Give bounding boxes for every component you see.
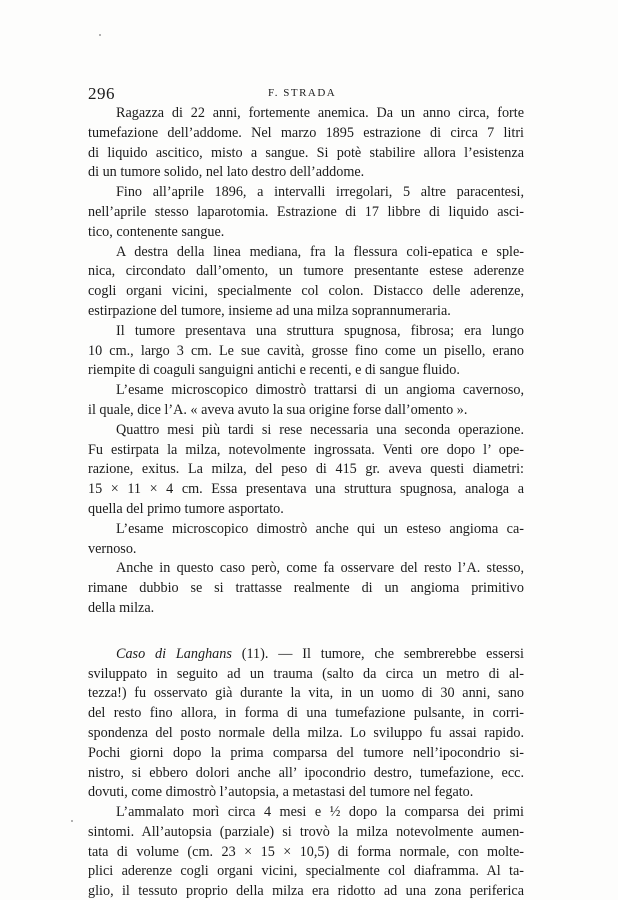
- text-line: tezza!) fu osservato già durante la vita, in un uomo di 30 anni, sano: [88, 685, 524, 702]
- text-line: tumefazione dell’addome. Nel marzo 1895 estrazione di circa 7 litri: [88, 124, 524, 141]
- text-line: plici aderenze cogli organi vicini, specialmente col diaframma. Al ta-: [88, 863, 524, 880]
- paper-speck: [99, 34, 101, 36]
- text-line: Ragazza di 22 anni, fortemente anemica. Da un anno circa, forte: [116, 105, 524, 121]
- paragraph: [88, 243, 524, 322]
- text-line: nistro, si ebbero dolori anche all’ ipocondrio destro, tumefazione, ecc.: [88, 764, 524, 781]
- paragraph: [88, 559, 524, 618]
- paragraph: [88, 421, 524, 520]
- text-line: il quale, dice l’A. « aveva avuto la sua origine forse dall’omento ».: [88, 401, 468, 418]
- paragraph: [88, 322, 524, 381]
- text-line: di un tumore solido, nel lato destro dell’addome.: [88, 164, 365, 181]
- paper-speck: [71, 820, 73, 822]
- text-line: L’ammalato morì circa 4 mesi e ½ dopo la comparsa dei primi: [116, 804, 524, 821]
- text-line: Quattro mesi più tardi si rese necessaria una seconda operazione.: [116, 421, 524, 438]
- page-header: [88, 84, 528, 106]
- paragraph: [88, 104, 524, 183]
- case-first-line-text: (11). — Il tumore, che sembrerebbe essersi: [231, 645, 524, 662]
- body-text: [88, 104, 524, 902]
- paragraph: [88, 520, 524, 560]
- text-line: glio, il tessuto proprio della milza era ridotto ad una zona periferica: [88, 883, 524, 900]
- text-line: Anche in questo caso però, come fa osservare del resto l’A. stesso,: [116, 560, 524, 577]
- paragraph: [88, 381, 524, 421]
- text-line: rimane dubbio se si trattasse realmente di un angioma primitivo: [88, 580, 524, 597]
- text-line: della milza.: [88, 599, 155, 616]
- text-line: cogli organi vicini, specialmente col colon. Distacco delle aderenze,: [88, 283, 524, 300]
- text-line: nell’aprile stesso laparotomia. Estrazione di 17 libbre di liquido asci-: [88, 203, 524, 220]
- text-line: Fu estirpata la milza, notevolmente ingrossata. Venti ore dopo l’ ope-: [88, 441, 524, 458]
- text-line: [88, 645, 524, 665]
- text-line: spondenza del posto normale della milza. Lo sviluppo fu assai rapido.: [88, 724, 524, 741]
- running-head: F. STRADA: [268, 87, 337, 99]
- text-line: vernoso.: [88, 540, 137, 557]
- text-line: del resto fino allora, in forma di una tumefazione pulsante, in corri-: [88, 705, 524, 722]
- text-line: nica, circondato dall’omento, un tumore presentante estese aderenze: [88, 263, 524, 280]
- text-line: quella del primo tumore asportato.: [88, 500, 284, 517]
- text-line: estirpazione del tumore, insieme ad una milza soprannumeraria.: [88, 302, 451, 319]
- paragraph: [88, 803, 524, 902]
- text-line: riempite di coaguli sanguigni antichi e recenti, e di sangue fluido.: [88, 362, 460, 379]
- case-heading: Caso di Langhans: [116, 645, 232, 662]
- text-line: di liquido ascitico, misto a sangue. Si potè stabilire allora l’esistenza: [88, 144, 524, 161]
- text-line: razione, exitus. La milza, del peso di 415 gr. aveva questi diametri:: [88, 461, 524, 478]
- text-line: A destra della linea mediana, fra la flessura coli-epatica e sple-: [116, 243, 524, 260]
- text-line: 10 cm., largo 3 cm. Le sue cavità, grosse fino come un pisello, erano: [88, 342, 524, 359]
- text-line: sviluppato in seguito ad un trauma (salto da circa un metro di al-: [88, 665, 524, 682]
- section-gap: [88, 619, 524, 645]
- text-line: L’esame microscopico dimostrò anche qui un esteso angioma ca-: [116, 520, 524, 537]
- paragraph: [88, 183, 524, 242]
- text-line: Pochi giorni dopo la prima comparsa del tumore nell’ipocondrio si-: [88, 744, 524, 761]
- text-line: tata di volume (cm. 23 × 15 × 10,5) di forma normale, con molte-: [88, 843, 524, 860]
- case-paragraph: [88, 645, 524, 803]
- text-line: tico, contenente sangue.: [88, 223, 225, 240]
- text-line: Il tumore presentava una struttura spugnosa, fibrosa; era lungo: [116, 322, 524, 339]
- text-line: L’esame microscopico dimostrò trattarsi di un angioma cavernoso,: [116, 382, 524, 399]
- text-line: Fino all’aprile 1896, a intervalli irregolari, 5 altre paracentesi,: [116, 184, 524, 201]
- page-number: 296: [88, 84, 115, 103]
- text-line: dovuti, come dimostrò l’autopsia, a metastasi del tumore nel fegato.: [88, 784, 474, 801]
- text-line: 15 × 11 × 4 cm. Essa presentava una struttura spugnosa, analoga a: [88, 481, 524, 498]
- text-line: sintomi. All’autopsia (parziale) si trovò la milza notevolmente aumen-: [88, 823, 524, 840]
